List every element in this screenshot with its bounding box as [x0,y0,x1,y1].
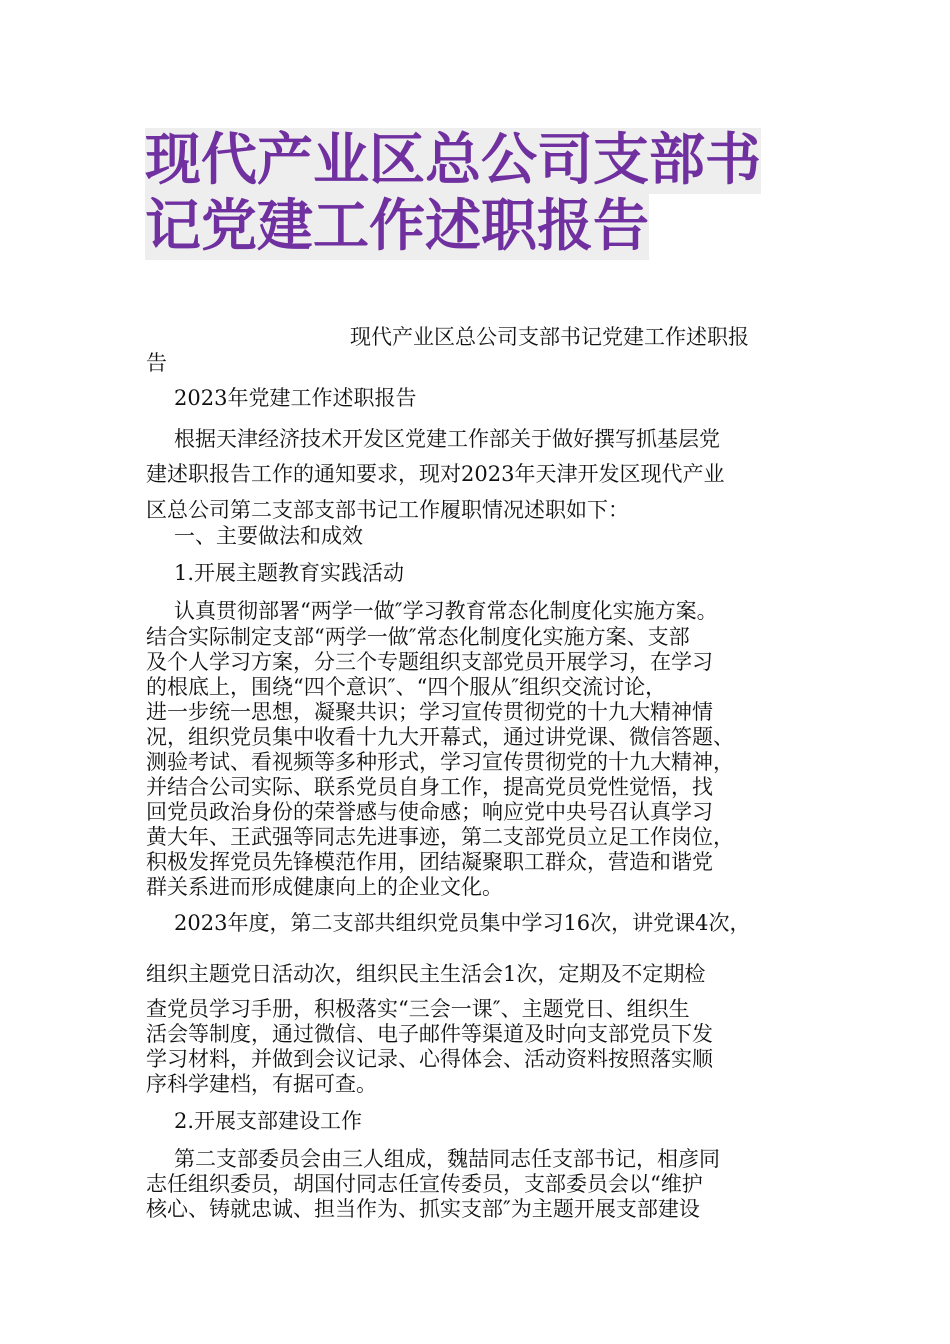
paragraph-line: 结合实际制定支部“两学一做″常态化制度化实施方案、支部 [146,625,690,649]
paragraph-line: 核心、铸就忠诚、担当作为、抓实支部″为主题开展支部建设 [146,1197,700,1221]
paragraph-line: 查党员学习手册，积极落实“三会一课″、主题党日、组织生 [146,997,690,1021]
paragraph-line: 积极发挥党员先锋模范作用，团结凝聚职工群众，营造和谐党 [146,850,713,874]
document-title [145,128,815,260]
paragraph-line: 区总公司第二支部支部书记工作履职情况述职如下： [146,498,629,522]
paragraph-line: 的根底上，围绕“四个意识″、“四个服从″组织交流讨论， [146,675,667,699]
paragraph-line: 建述职报告工作的通知要求，现对2023年天津开发区现代产业 [146,462,725,486]
subsection-heading: 2.开展支部建设工作 [174,1109,363,1133]
paragraph-line: 并结合公司实际、联系党员自身工作，提高党员党性觉悟，找 [146,775,713,799]
paragraph-line: 第二支部委员会由三人组成，魏喆同志任支部书记，相彦同 [174,1147,720,1171]
paragraph-line: 黄大年、王武强等同志先进事迹，第二支部党员立足工作岗位， [146,825,734,849]
paragraph-line: 序科学建档，有据可查。 [146,1072,377,1096]
paragraph-line: 进一步统一思想，凝聚共识；学习宣传贯彻党的十九大精神情 [146,700,713,724]
paragraph-line: 回党员政治身份的荣誉感与使命感；响应党中央号召认真学习 [146,800,713,824]
paragraph-line: 及个人学习方案，分三个专题组织支部党员开展学习，在学习 [146,650,713,674]
paragraph-line: 测验考试、看视频等多种形式，学习宣传贯彻党的十九大精神， [146,750,734,774]
paragraph-line: 学习材料，并做到会议记录、心得体会、活动资料按照落实顺 [146,1047,713,1071]
paragraph-line: 2023年度，第二支部共组织党员集中学习16次，讲党课4次， [174,911,751,935]
paragraph-line: 活会等制度，通过微信、电子邮件等渠道及时向支部党员下发 [146,1022,713,1046]
title-line-2: 记党建工作述职报告 [145,194,649,259]
paragraph-line: 况，组织党员集中收看十九大开幕式，通过讲党课、微信答题、 [146,725,734,749]
paragraph-line: 群关系进而形成健康向上的企业文化。 [146,875,503,899]
paragraph-line: 认真贯彻部署“两学一做″学习教育常态化制度化实施方案。 [174,599,718,623]
section-heading: 一、主要做法和成效 [174,524,363,548]
subsection-heading: 1.开展主题教育实践活动 [174,561,405,585]
title-line-1: 现代产业区总公司支部书 [145,128,761,193]
paragraph-line: 组织主题党日活动次，组织民主生活会1次，定期及不定期检 [146,962,706,986]
report-heading: 2023年党建工作述职报告 [174,386,417,410]
subtitle-line-1: 现代产业区总公司支部书记党建工作述职报 [350,325,749,349]
subtitle-line-2: 告 [146,351,167,375]
paragraph-line: 志任组织委员，胡国付同志任宣传委员，支部委员会以“维护 [146,1172,703,1196]
paragraph-line: 根据天津经济技术开发区党建工作部关于做好撰写抓基层党 [174,427,720,451]
